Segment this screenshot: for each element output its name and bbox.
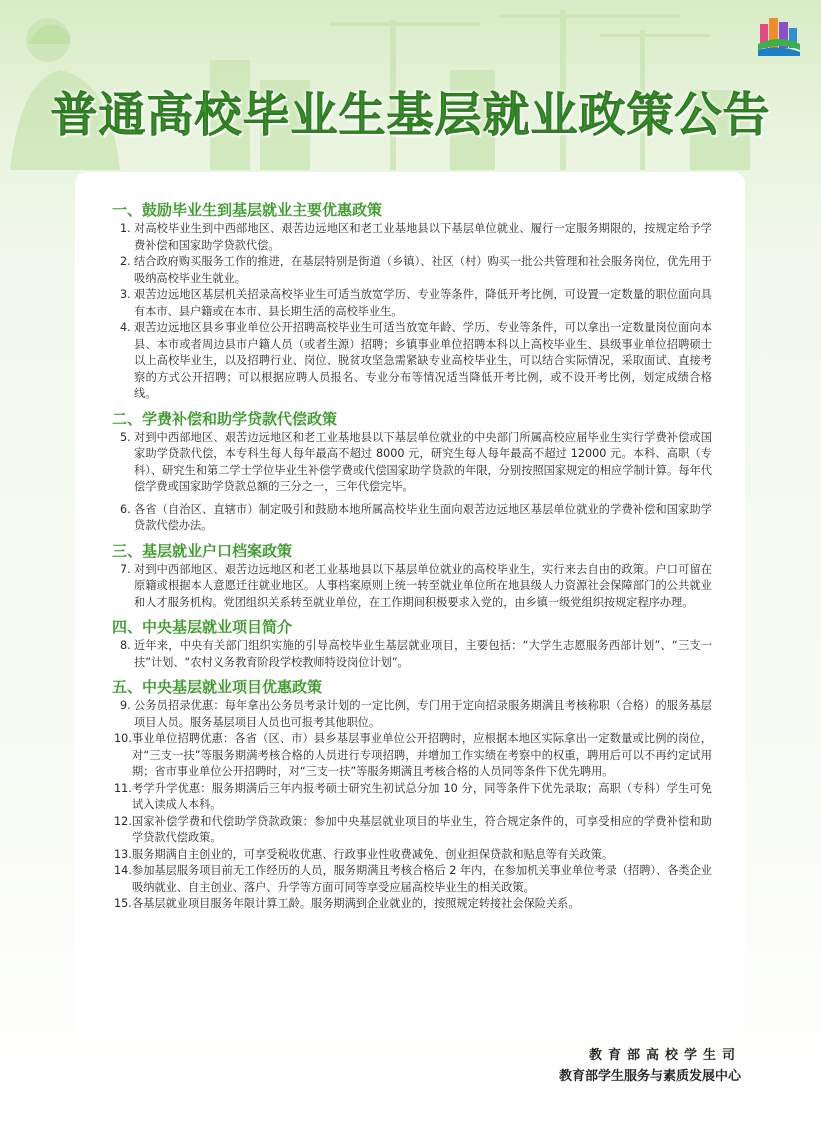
list-item: 1. 对高校毕业生到中西部地区、艰苦边远地区和老工业基地县以下基层单位就业、履行一定服务期限的，按规定给予学费补偿和国家助学贷款代偿。 [120,222,712,252]
item-text: 艰苦边远地区县乡事业单位公开招聘高校毕业生可适当放宽年龄、学历、专业等条件，可以拿出一定数量岗位面向本县、本市或者周边县市户籍人员（或者生源）招聘；乡镇事业单位招聘本科以上高校毕业生、县级事业单位招聘硕士以上高校毕业生，以及招聘行业、岗位、脱贫攻坚急需紧缺专业高校毕业生，可以结合实际情况，采取面试、直接考察的方式公开招聘；可以根据应聘人员报名、专业分布等情况适当降低开考比例，或不设开考比例，划定成绩合格线。 [134,321,712,400]
item-text: 对到中西部地区、艰苦边远地区和老工业基地县以下基层单位就业的中央部门所属高校应届毕业生实行学费补偿或国家助学贷款代偿，本专科生每人每年最高不超过 8000 元，研究生每人每年最高不超过 12000 元。本科、高职（专科）、研究生和第二学士学位毕业生补偿学费或代偿国家助学贷款的年限，分别按照国家规定的相应学制计算。每年代偿学费或国家助学贷款总额的三分之一，三年代偿完毕。 [134,430,712,493]
item-text: 对高校毕业生到中西部地区、艰苦边远地区和老工业基地县以下基层单位就业、履行一定服务期限的，按规定给予学费补偿和国家助学贷款代偿。 [134,222,712,252]
item-text: 服务期满自主创业的，可享受税收优惠、行政事业性收费减免、创业担保贷款和贴息等有关政策。 [132,847,614,861]
issuer-line-1: 教育部高校学生司 [588,1048,741,1063]
item-text: 各省（自治区、直辖市）制定吸引和鼓励本地所属高校毕业生面向艰苦边远地区基层单位就业的学费补偿和国家助学贷款代偿办法。 [134,502,712,532]
list-item: 15. 各基层就业项目服务年限计算工龄。服务期满到企业就业的，按照规定转接社会保险关系。 [114,897,580,910]
item-text: 对到中西部地区、艰苦边远地区和老工业基地县以下基层单位就业的高校毕业生，实行来去自由的政策。户口可留在原籍或根据本人意愿迁往就业地区。人事档案原则上统一转至就业单位所在地县级人力资源社会保障部门的公共就业和人才服务机构。党团组织关系转至就业单位，在工作期间积极要求入党的，由乡镇一级党组织按规定程序办理。 [134,562,712,609]
item-text: 事业单位招聘优惠：各省（区、市）县乡基层事业单位公开招聘时，应根据本地区实际拿出一定数量或比例的岗位，对“三支一扶”等服务期满考核合格的人员进行专项招聘，并增加工作实绩在考察中的权重，聘用后可以不再约定试用期；省市事业单位公开招聘时，对“三支一扶”等服务期满且考核合格的人员同等条件下优先聘用。 [132,732,712,778]
list-item: 6. 各省（自治区、直辖市）制定吸引和鼓励本地所属高校毕业生面向艰苦边远地区基层单位就业的学费补偿和国家助学贷款代偿办法。 [120,502,712,532]
section-title: 五、中央基层就业项目优惠政策 [112,678,323,696]
section-title: 三、基层就业户口档案政策 [112,541,293,560]
item-text: 各基层就业项目服务年限计算工龄。服务期满到企业就业的，按照规定转接社会保险关系。 [132,897,580,910]
list-item: 10. 事业单位招聘优惠：各省（区、市）县乡基层事业单位公开招聘时，应根据本地区实际拿出一定数量或比例的岗位，对“三支一扶”等服务期满考核合格的人员进行专项招聘，并增加工作实绩在考察中的权重，聘用后可以不再约定试用期；省市事业单位公开招聘时，对“三支一扶”等服务期满且考核合格的人员同等条件下优先聘用。 [114,732,712,778]
item-text: 结合政府购买服务工作的推进，在基层特别是街道（乡镇）、社区（村）购买一批公共管理和社会服务岗位，优先用于吸纳高校毕业生就业。 [134,255,712,285]
section-title: 一、鼓励毕业生到基层就业主要优惠政策 [112,201,383,219]
list-item: 7. 对到中西部地区、艰苦边远地区和老工业基地县以下基层单位就业的高校毕业生，实行来去自由的政策。户口可留在原籍或根据本人意愿迁往就业地区。人事档案原则上统一转至就业单位所在地县级人力资源社会保障部门的公共就业和人才服务机构。党团组织关系转至就业单位，在工作期间积极要求入党的，由乡镇一级党组织按规定程序办理。 [120,562,712,609]
section [112,409,712,535]
city-building-logo-icon [756,14,802,58]
list-item: 8. 近年来，中央有关部门组织实施的引导高校毕业生基层就业项目，主要包括：“大学生志愿服务西部计划”、“三支一扶”计划、“农村义务教育阶段学校教师特设岗位计划”。 [120,639,713,669]
section [112,541,712,612]
issuer-footer [559,1046,741,1088]
section-title: 二、学费补偿和助学贷款代偿政策 [112,409,338,428]
section-title: 四、中央基层就业项目简介 [112,618,293,636]
list-item: 9. 公务员招录优惠：每年拿出公务员考录计划的一定比例，专门用于定向招录服务期满且考核称职（合格）的服务基层项目人员。服务基层项目人员也可报考其他职位。 [120,699,712,729]
list-item: 3. 艰苦边远地区基层机关招录高校毕业生可适当放宽学历、专业等条件，降低开考比例，可设置一定数量的职位面向具有本市、县户籍或在本市、县长期生活的高校毕业生。 [120,288,712,318]
item-text: 艰苦边远地区基层机关招录高校毕业生可适当放宽学历、专业等条件，降低开考比例，可设置一定数量的职位面向具有本市、县户籍或在本市、县长期生活的高校毕业生。 [134,288,712,318]
list-item: 2. 结合政府购买服务工作的推进，在基层特别是街道（乡镇）、社区（村）购买一批公共管理和社会服务岗位，优先用于吸纳高校毕业生就业。 [120,255,712,285]
list-item: 13. 服务期满自主创业的，可享受税收优惠、行政事业性收费减免、创业担保贷款和贴息等有关政策。 [114,847,614,861]
item-text: 国家补偿学费和代偿助学贷款政策：参加中央基层就业项目的毕业生，符合规定条件的，可享受相应的学费补偿和助学贷款代偿政策。 [132,814,712,844]
item-text: 公务员招录优惠：每年拿出公务员考录计划的一定比例，专门用于定向招录服务期满且考核称职（合格）的服务基层项目人员。服务基层项目人员也可报考其他职位。 [134,699,712,729]
page-title: 普通高校毕业生基层就业政策公告 [50,88,771,143]
list-item: 11. 考学升学优惠：服务期满后三年内报考硕士研究生初试总分加 10 分，同等条件下优先录取；高职（专科）学生可免试入读成人本科。 [114,781,712,811]
item-text: 参加基层服务项目前无工作经历的人员，服务期满且考核合格后 2 年内，在参加机关事业单位考录（招聘）、各类企业吸纳就业、自主创业、落户、升学等方面可同等享受应届高校毕业生的相关政策。 [132,864,712,894]
list-item: 4. 艰苦边远地区县乡事业单位公开招聘高校毕业生可适当放宽年龄、学历、专业等条件，可以拿出一定数量岗位面向本县、本市或者周边县市户籍人员（或者生源）招聘；乡镇事业单位招聘本科以上高校毕业生、县级事业单位招聘硕士以上高校毕业生，以及招聘行业、岗位、脱贫攻坚急需紧缺专业高校毕业生，可以结合实际情况，采取面试、直接考察的方式公开招聘；可以根据应聘人员报名、专业分布等情况适当降低开考比例，或不设开考比例，划定成绩合格线。 [120,321,712,400]
list-item: 14. 参加基层服务项目前无工作经历的人员，服务期满且考核合格后 2 年内，在参加机关事业单位考录（招聘）、各类企业吸纳就业、自主创业、落户、升学等方面可同等享受应届高校毕业生的相关政策。 [114,864,712,894]
item-text: 考学升学优惠：服务期满后三年内报考硕士研究生初试总分加 10 分，同等条件下优先录取；高职（专科）学生可免试入读成人本科。 [132,781,712,811]
list-item: 12. 国家补偿学费和代偿助学贷款政策：参加中央基层就业项目的毕业生，符合规定条件的，可享受相应的学费补偿和助学贷款代偿政策。 [114,814,712,844]
section [112,200,712,403]
policy-content [112,200,712,913]
section [112,677,712,913]
section [112,617,712,671]
issuer-line-2: 教育部学生服务与素质发展中心 [558,1069,741,1084]
list-item: 5. 对到中西部地区、艰苦边远地区和老工业基地县以下基层单位就业的中央部门所属高校应届毕业生实行学费补偿或国家助学贷款代偿，本专科生每人每年最高不超过 8000 元，研究生每人每年最高不超过 12000 元。本科、高职（专科）、研究生和第二学士学位毕业生补偿学费或代偿国家助学贷款的年限，分别按照国家规定的相应学制计算。每年代偿学费或国家助学贷款总额的三分之一，三年代偿完毕。 [120,430,712,493]
item-text: 近年来，中央有关部门组织实施的引导高校毕业生基层就业项目，主要包括：“大学生志愿服务西部计划”、“三支一扶”计划、“农村义务教育阶段学校教师特设岗位计划”。 [134,639,713,669]
